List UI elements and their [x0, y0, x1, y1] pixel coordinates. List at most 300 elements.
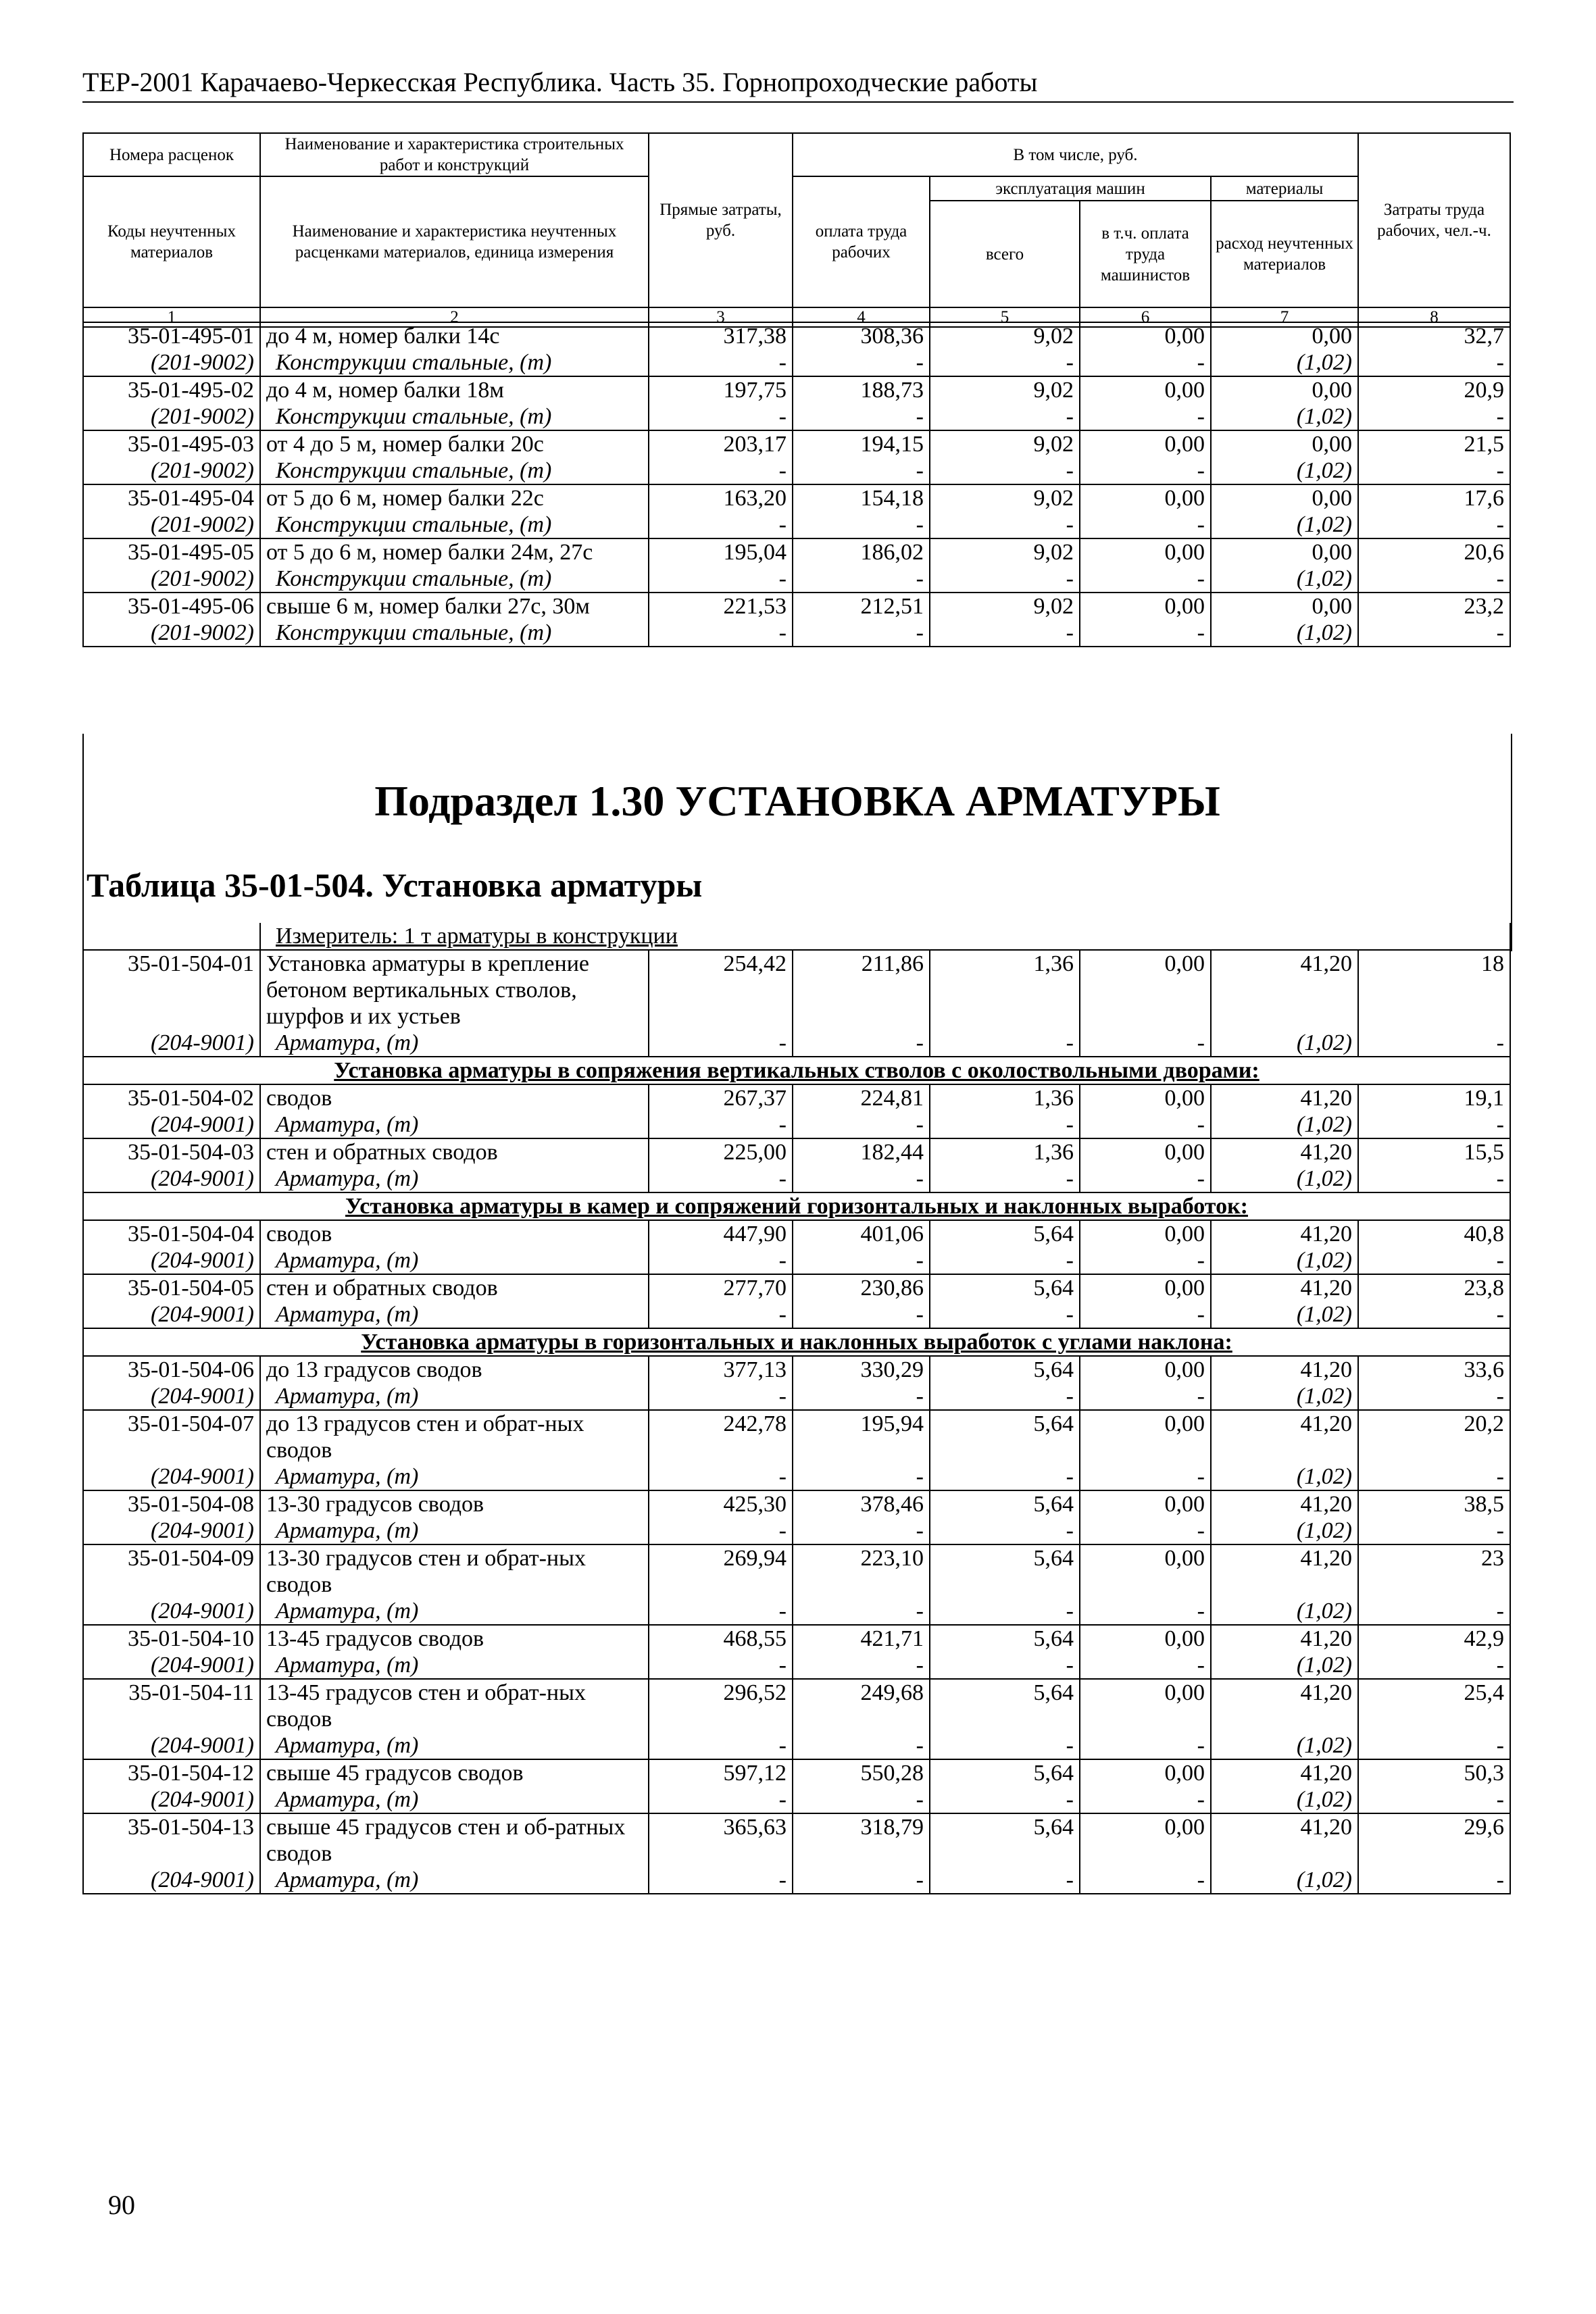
dash: -: [793, 620, 930, 647]
dash: -: [793, 565, 930, 593]
col-number: 8: [1358, 307, 1510, 327]
direct-costs: 197,75: [649, 376, 793, 403]
machine-total: 5,64: [930, 1813, 1080, 1867]
dash: -: [1080, 1867, 1211, 1894]
labor-hours: 19,1: [1358, 1084, 1510, 1111]
labor-pay: 550,28: [793, 1759, 930, 1786]
machinist-pay: 0,00: [1080, 1490, 1211, 1517]
dash: -: [649, 620, 793, 647]
material-name: Арматура, (т): [260, 1383, 649, 1410]
table-row: [83, 1356, 1510, 1383]
material-row: [83, 1463, 1510, 1490]
material-name: Арматура, (т): [260, 1247, 649, 1274]
material-code: (204-9001): [83, 1867, 260, 1894]
table-row: [83, 1759, 1510, 1786]
table-row: [83, 950, 1510, 1030]
direct-costs: 242,78: [649, 1410, 793, 1463]
direct-costs: 269,94: [649, 1544, 793, 1598]
direct-costs: 267,37: [649, 1084, 793, 1111]
material-rate: (1,02): [1211, 1732, 1358, 1759]
table-row: [83, 322, 1510, 349]
machinist-pay: 0,00: [1080, 376, 1211, 403]
machine-total: 9,02: [930, 322, 1080, 349]
material-rate: (1,02): [1211, 1247, 1358, 1274]
material-rate: (1,02): [1211, 403, 1358, 430]
material-code: (204-9001): [83, 1732, 260, 1759]
dash: -: [1358, 403, 1510, 430]
dash: -: [1080, 349, 1211, 376]
dash: -: [1358, 1598, 1510, 1625]
direct-costs: 365,63: [649, 1813, 793, 1867]
labor-pay: 308,36: [793, 322, 930, 349]
direct-costs: 377,13: [649, 1356, 793, 1383]
material-cost: 41,20: [1211, 1084, 1358, 1111]
machine-total: 9,02: [930, 430, 1080, 457]
material-cost: 41,20: [1211, 1220, 1358, 1247]
table-row: [83, 376, 1510, 403]
dash: -: [649, 457, 793, 484]
labor-pay: 188,73: [793, 376, 930, 403]
dash: -: [793, 1598, 930, 1625]
dash: -: [793, 349, 930, 376]
labor-pay: 182,44: [793, 1138, 930, 1165]
work-name: свыше 45 градусов сводов: [260, 1759, 649, 1786]
labor-pay: 421,71: [793, 1625, 930, 1652]
col-number: 1: [83, 307, 260, 327]
labor-hours: 20,9: [1358, 376, 1510, 403]
direct-costs: 163,20: [649, 484, 793, 511]
material-name: Конструкции стальные, (т): [260, 403, 649, 430]
rate-code: 35-01-495-05: [83, 538, 260, 565]
col-header-material-codes: Коды неучтенных материалов: [83, 176, 260, 307]
material-name: Арматура, (т): [260, 1301, 649, 1328]
material-row: [83, 1652, 1510, 1679]
material-code: (201-9002): [83, 403, 260, 430]
dash: -: [930, 1786, 1080, 1813]
rate-code: 35-01-504-01: [83, 950, 260, 1030]
work-name: от 4 до 5 м, номер балки 20с: [260, 430, 649, 457]
material-row: [83, 1301, 1510, 1328]
col-header-direct-costs: Прямые затраты, руб.: [649, 133, 793, 307]
running-header: ТЕР-2001 Карачаево-Черкесская Республика. Часть 35. Горнопроходческие работы: [82, 66, 1514, 103]
dash: -: [649, 1030, 793, 1057]
dash: -: [649, 403, 793, 430]
dash: -: [793, 1732, 930, 1759]
subsection-block: [82, 734, 1512, 951]
material-rate: (1,02): [1211, 620, 1358, 647]
material-code: (204-9001): [83, 1383, 260, 1410]
col-header-including: В том числе, руб.: [793, 133, 1358, 176]
work-name: до 4 м, номер балки 14с: [260, 322, 649, 349]
dash: -: [930, 1301, 1080, 1328]
dash: -: [1080, 620, 1211, 647]
table-row: [83, 1138, 1510, 1165]
material-row: [83, 565, 1510, 593]
material-cost: 41,20: [1211, 1625, 1358, 1652]
rate-code: 35-01-504-07: [83, 1410, 260, 1463]
material-cost: 0,00: [1211, 376, 1358, 403]
material-code: (204-9001): [83, 1247, 260, 1274]
material-rate: (1,02): [1211, 511, 1358, 538]
dash: -: [930, 1030, 1080, 1057]
material-row: [83, 1598, 1510, 1625]
dash: -: [793, 1165, 930, 1192]
machinist-pay: 0,00: [1080, 1220, 1211, 1247]
direct-costs: 447,90: [649, 1220, 793, 1247]
col-header-labor: Затраты труда рабочих, чел.-ч.: [1358, 133, 1510, 307]
work-name: до 4 м, номер балки 18м: [260, 376, 649, 403]
machinist-pay: 0,00: [1080, 1813, 1211, 1867]
col-header-labor-pay: оплата труда рабочих: [793, 176, 930, 307]
dash: -: [793, 1517, 930, 1544]
direct-costs: 277,70: [649, 1274, 793, 1301]
labor-hours: 32,7: [1358, 322, 1510, 349]
direct-costs: 225,00: [649, 1138, 793, 1165]
group-heading-text: Установка арматуры в горизонтальных и наклонных выработок с углами наклона:: [361, 1330, 1232, 1355]
col-header-machinist-pay: в т.ч. оплата труда машинистов: [1080, 201, 1211, 307]
direct-costs: 221,53: [649, 593, 793, 620]
labor-pay: 378,46: [793, 1490, 930, 1517]
material-rate: (1,02): [1211, 1517, 1358, 1544]
dash: -: [1080, 1517, 1211, 1544]
material-rate: (1,02): [1211, 565, 1358, 593]
dash: -: [1358, 1517, 1510, 1544]
dash: -: [793, 1247, 930, 1274]
rate-code: 35-01-504-02: [83, 1084, 260, 1111]
dash: -: [1080, 1786, 1211, 1813]
dash: -: [1358, 1383, 1510, 1410]
work-name: от 5 до 6 м, номер балки 24м, 27с: [260, 538, 649, 565]
material-name: Арматура, (т): [260, 1165, 649, 1192]
dash: -: [649, 511, 793, 538]
machinist-pay: 0,00: [1080, 1274, 1211, 1301]
material-cost: 0,00: [1211, 322, 1358, 349]
work-name: сводов: [260, 1084, 649, 1111]
rate-code: 35-01-495-02: [83, 376, 260, 403]
dash: -: [793, 1786, 930, 1813]
col-header-rate-numbers: Номера расценок: [83, 133, 260, 176]
material-name: Арматура, (т): [260, 1111, 649, 1138]
material-code: (204-9001): [83, 1301, 260, 1328]
machinist-pay: 0,00: [1080, 1625, 1211, 1652]
material-rate: (1,02): [1211, 1598, 1358, 1625]
material-cost: 41,20: [1211, 1490, 1358, 1517]
work-name: 13-45 градусов сводов: [260, 1625, 649, 1652]
material-name: Конструкции стальные, (т): [260, 620, 649, 647]
labor-pay: 249,68: [793, 1679, 930, 1732]
rate-code: 35-01-495-03: [83, 430, 260, 457]
labor-hours: 38,5: [1358, 1490, 1510, 1517]
col-header-work-name: Наименование и характеристика строительных работ и конструкций: [260, 133, 649, 176]
dash: -: [793, 1383, 930, 1410]
dash: -: [649, 1463, 793, 1490]
labor-hours: 23,2: [1358, 593, 1510, 620]
dash: -: [1080, 1463, 1211, 1490]
material-code: (204-9001): [83, 1786, 260, 1813]
dash: -: [649, 1247, 793, 1274]
work-name: 13-30 градусов стен и обрат-ных сводов: [260, 1544, 649, 1598]
table-row: [83, 1813, 1510, 1867]
dash: -: [930, 565, 1080, 593]
material-name: Арматура, (т): [260, 1598, 649, 1625]
dash: -: [930, 457, 1080, 484]
dash: -: [793, 457, 930, 484]
direct-costs: 468,55: [649, 1625, 793, 1652]
group-heading-row: [83, 1328, 1510, 1356]
group-heading: [83, 1328, 1510, 1356]
machine-total: 9,02: [930, 376, 1080, 403]
dash: -: [930, 403, 1080, 430]
work-name: 13-45 градусов стен и обрат-ных сводов: [260, 1679, 649, 1732]
dash: -: [649, 1517, 793, 1544]
dash: -: [649, 349, 793, 376]
dash: -: [930, 620, 1080, 647]
group-heading-row: [83, 1057, 1510, 1084]
table-row: [83, 1410, 1510, 1463]
machine-total: 5,64: [930, 1625, 1080, 1652]
dash: -: [930, 1463, 1080, 1490]
labor-pay: 212,51: [793, 593, 930, 620]
group-heading-row: [83, 1192, 1510, 1220]
material-name: Арматура, (т): [260, 1652, 649, 1679]
labor-pay: 330,29: [793, 1356, 930, 1383]
rate-code: 35-01-504-08: [83, 1490, 260, 1517]
col-header-material-use: расход неучтенных материалов: [1211, 201, 1358, 307]
material-name: Арматура, (т): [260, 1786, 649, 1813]
unit-of-measure-text: Измеритель: 1 т арматуры в конструкции: [276, 924, 678, 949]
dash: -: [793, 403, 930, 430]
col-number: 5: [930, 307, 1080, 327]
unit-row-blank: [83, 923, 260, 950]
material-name: Конструкции стальные, (т): [260, 349, 649, 376]
dash: -: [793, 1030, 930, 1057]
dash: -: [793, 1652, 930, 1679]
material-code: (204-9001): [83, 1165, 260, 1192]
labor-pay: 154,18: [793, 484, 930, 511]
dash: -: [1358, 457, 1510, 484]
dash: -: [1358, 1111, 1510, 1138]
dash: -: [1080, 1383, 1211, 1410]
material-code: (204-9001): [83, 1598, 260, 1625]
material-code: (201-9002): [83, 565, 260, 593]
rates-table-504: [82, 923, 1511, 1894]
rate-code: 35-01-495-01: [83, 322, 260, 349]
table-row: [83, 484, 1510, 511]
material-cost: 41,20: [1211, 1410, 1358, 1463]
machinist-pay: 0,00: [1080, 593, 1211, 620]
dash: -: [649, 1301, 793, 1328]
dash: -: [649, 1867, 793, 1894]
machine-total: 5,64: [930, 1274, 1080, 1301]
direct-costs: 296,52: [649, 1679, 793, 1732]
material-cost: 41,20: [1211, 1138, 1358, 1165]
labor-hours: 25,4: [1358, 1679, 1510, 1732]
dash: -: [930, 1165, 1080, 1192]
material-cost: 0,00: [1211, 430, 1358, 457]
table-title: Таблица 35-01-504. Установка арматуры: [86, 866, 703, 904]
material-rate: (1,02): [1211, 349, 1358, 376]
table-row: [83, 1544, 1510, 1598]
col-number: 7: [1211, 307, 1358, 327]
table-row: [83, 430, 1510, 457]
group-heading: [83, 1057, 1510, 1084]
machinist-pay: 0,00: [1080, 1138, 1211, 1165]
material-code: (204-9001): [83, 1517, 260, 1544]
table-row: [83, 538, 1510, 565]
material-rate: (1,02): [1211, 1383, 1358, 1410]
dash: -: [930, 1247, 1080, 1274]
labor-pay: 401,06: [793, 1220, 930, 1247]
material-row: [83, 1786, 1510, 1813]
direct-costs: 317,38: [649, 322, 793, 349]
work-name: свыше 45 градусов стен и об-ратных сводов: [260, 1813, 649, 1867]
rate-code: 35-01-504-12: [83, 1759, 260, 1786]
machinist-pay: 0,00: [1080, 1679, 1211, 1732]
work-name: от 5 до 6 м, номер балки 22с: [260, 484, 649, 511]
machinist-pay: 0,00: [1080, 1084, 1211, 1111]
machinist-pay: 0,00: [1080, 1356, 1211, 1383]
group-heading-text: Установка арматуры в камер и сопряжений горизонтальных и наклонных выработок:: [345, 1194, 1248, 1219]
labor-hours: 40,8: [1358, 1220, 1510, 1247]
material-row: [83, 1030, 1510, 1057]
dash: -: [649, 1652, 793, 1679]
dash: -: [1080, 511, 1211, 538]
labor-hours: 23: [1358, 1544, 1510, 1598]
col-header-material-names: Наименование и характеристика неучтенных расценками материалов, единица измерения: [260, 176, 649, 307]
labor-pay: 194,15: [793, 430, 930, 457]
rate-code: 35-01-504-05: [83, 1274, 260, 1301]
group-heading: [83, 1192, 1510, 1220]
material-rate: (1,02): [1211, 1030, 1358, 1057]
col-number: 2: [260, 307, 649, 327]
labor-hours: 42,9: [1358, 1625, 1510, 1652]
dash: -: [649, 1598, 793, 1625]
rate-code: 35-01-504-04: [83, 1220, 260, 1247]
dash: -: [930, 511, 1080, 538]
material-code: (201-9002): [83, 511, 260, 538]
col-number: 4: [793, 307, 930, 327]
col-header-machine-operation: эксплуатация машин: [930, 176, 1211, 201]
work-name: до 13 градусов сводов: [260, 1356, 649, 1383]
dash: -: [793, 1867, 930, 1894]
machine-total: 5,64: [930, 1410, 1080, 1463]
dash: -: [1080, 1165, 1211, 1192]
machine-total: 1,36: [930, 950, 1080, 1030]
dash: -: [930, 349, 1080, 376]
labor-hours: 23,8: [1358, 1274, 1510, 1301]
material-code: (204-9001): [83, 1030, 260, 1057]
material-name: Конструкции стальные, (т): [260, 457, 649, 484]
machine-total: 9,02: [930, 538, 1080, 565]
material-row: [83, 1111, 1510, 1138]
rate-code: 35-01-495-06: [83, 593, 260, 620]
direct-costs: 195,04: [649, 538, 793, 565]
material-cost: 41,20: [1211, 1544, 1358, 1598]
dash: -: [1080, 457, 1211, 484]
material-row: [83, 457, 1510, 484]
material-rate: (1,02): [1211, 457, 1358, 484]
dash: -: [930, 1732, 1080, 1759]
table-row: [83, 1274, 1510, 1301]
labor-pay: 230,86: [793, 1274, 930, 1301]
material-cost: 41,20: [1211, 1813, 1358, 1867]
machinist-pay: 0,00: [1080, 430, 1211, 457]
dash: -: [1080, 1598, 1211, 1625]
machinist-pay: 0,00: [1080, 1759, 1211, 1786]
page-number: 90: [108, 2190, 135, 2220]
dash: -: [930, 1598, 1080, 1625]
material-row: [83, 403, 1510, 430]
work-name: стен и обратных сводов: [260, 1274, 649, 1301]
work-name: свыше 6 м, номер балки 27с, 30м: [260, 593, 649, 620]
material-code: (201-9002): [83, 620, 260, 647]
dash: -: [1358, 1732, 1510, 1759]
dash: -: [649, 1732, 793, 1759]
material-code: (204-9001): [83, 1463, 260, 1490]
machinist-pay: 0,00: [1080, 1410, 1211, 1463]
material-name: Конструкции стальные, (т): [260, 511, 649, 538]
work-name: стен и обратных сводов: [260, 1138, 649, 1165]
dash: -: [1080, 1732, 1211, 1759]
dash: -: [649, 565, 793, 593]
machine-total: 5,64: [930, 1544, 1080, 1598]
col-header-materials: материалы: [1211, 176, 1358, 201]
material-rate: (1,02): [1211, 1786, 1358, 1813]
material-row: [83, 620, 1510, 647]
col-header-total: всего: [930, 201, 1080, 307]
machine-total: 5,64: [930, 1679, 1080, 1732]
rate-code: 35-01-504-03: [83, 1138, 260, 1165]
work-name: до 13 градусов стен и обрат-ных сводов: [260, 1410, 649, 1463]
dash: -: [649, 1111, 793, 1138]
labor-pay: 223,10: [793, 1544, 930, 1598]
material-cost: 41,20: [1211, 1356, 1358, 1383]
dash: -: [1358, 1652, 1510, 1679]
rate-code: 35-01-504-11: [83, 1679, 260, 1732]
material-code: (201-9002): [83, 349, 260, 376]
dash: -: [649, 1165, 793, 1192]
material-name: Арматура, (т): [260, 1732, 649, 1759]
machine-total: 5,64: [930, 1759, 1080, 1786]
material-rate: (1,02): [1211, 1652, 1358, 1679]
dash: -: [1358, 511, 1510, 538]
labor-pay: 195,94: [793, 1410, 930, 1463]
labor-pay: 318,79: [793, 1813, 930, 1867]
labor-hours: 29,6: [1358, 1813, 1510, 1867]
direct-costs: 425,30: [649, 1490, 793, 1517]
table-row: [83, 1679, 1510, 1732]
material-row: [83, 349, 1510, 376]
unit-of-measure: [260, 923, 1510, 950]
material-cost: 41,20: [1211, 1759, 1358, 1786]
table-row: [83, 1220, 1510, 1247]
dash: -: [930, 1867, 1080, 1894]
material-code: (201-9002): [83, 457, 260, 484]
rate-code: 35-01-495-04: [83, 484, 260, 511]
labor-hours: 33,6: [1358, 1356, 1510, 1383]
machine-total: 5,64: [930, 1490, 1080, 1517]
labor-hours: 20,2: [1358, 1410, 1510, 1463]
material-row: [83, 1247, 1510, 1274]
dash: -: [1080, 1111, 1211, 1138]
direct-costs: 254,42: [649, 950, 793, 1030]
dash: -: [1080, 1247, 1211, 1274]
subsection-title: Подраздел 1.30 УСТАНОВКА АРМАТУРЫ: [374, 777, 1220, 825]
material-cost: 0,00: [1211, 484, 1358, 511]
machinist-pay: 0,00: [1080, 950, 1211, 1030]
col-number: 3: [649, 307, 793, 327]
material-rate: (1,02): [1211, 1867, 1358, 1894]
